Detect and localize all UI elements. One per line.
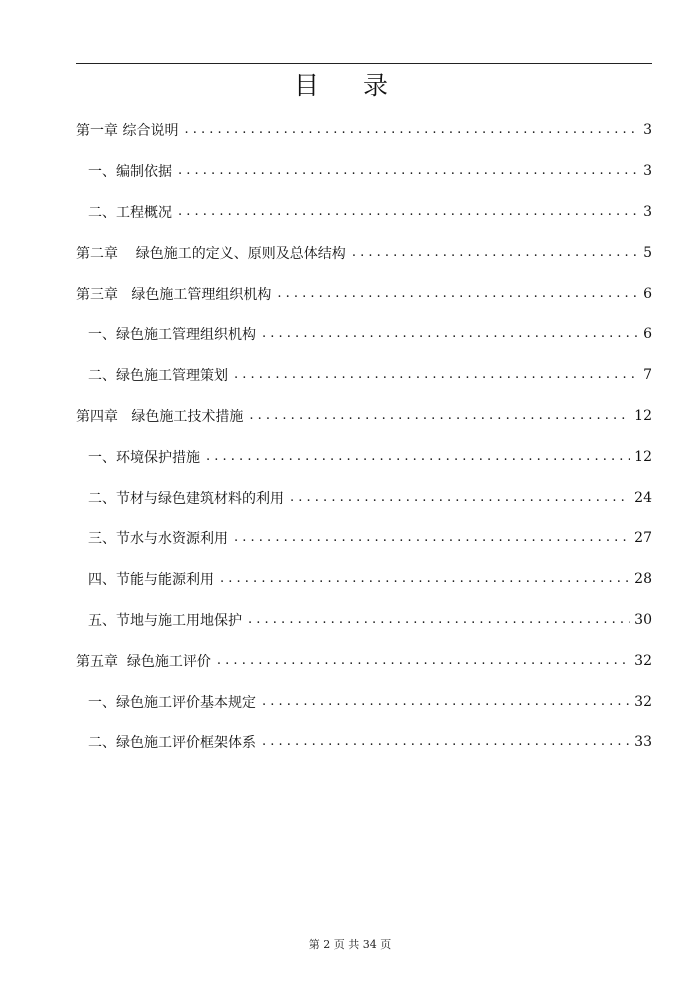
page-footer: 第 2 页 共 34 页 [308,938,392,951]
toc-dot-leader [178,162,638,180]
toc-entry-page: 6 [643,285,652,302]
toc-entry-label: 第一章 综合说明 [76,123,179,140]
toc-entry [76,151,652,192]
toc-entry-label: 第四章 绿色施工技术措施 [76,408,244,425]
toc-entry [76,518,652,559]
toc-dot-leader [234,529,630,547]
page-title: 目 录 [294,71,406,100]
toc-entry [76,273,652,314]
toc-entry-page: 5 [643,244,652,261]
toc-dot-leader [352,244,638,262]
toc-entry-label: 二、工程概况 [88,204,172,221]
toc-dot-leader [249,407,630,425]
toc-entry-label: 五、节地与施工用地保护 [88,612,242,629]
toc-entry-label: 一、环境保护措施 [88,449,200,466]
toc-entry-page: 33 [634,734,652,751]
toc-entry [76,559,652,600]
toc-entry-page: 3 [643,163,652,180]
toc-entry-page: 7 [643,367,652,384]
toc-dot-leader [206,448,630,466]
toc-entry-label: 一、绿色施工评价基本规定 [88,694,256,711]
header-rule [76,63,652,64]
toc-dot-leader [262,325,638,343]
toc-dot-leader [217,652,630,670]
toc-entry-page: 12 [634,448,652,465]
toc-entry-page: 32 [634,652,652,669]
toc-entry-label: 二、绿色施工评价框架体系 [88,735,256,752]
toc-entry-label: 第五章 绿色施工评价 [76,653,211,670]
toc-dot-leader [277,285,638,303]
toc-entry [76,396,652,437]
toc-dot-leader [262,693,630,711]
toc-entry [76,232,652,273]
toc-entry-page: 6 [643,326,652,343]
toc-entry [76,477,652,518]
toc-entry-page: 12 [634,407,652,424]
toc-entry-label: 四、节能与能源利用 [88,572,214,589]
toc-entry [76,110,652,151]
toc-dot-leader [262,733,630,751]
toc-entry-page: 3 [643,203,652,220]
toc-dot-leader [178,203,638,221]
toc-entry-label: 三、节水与水资源利用 [88,531,228,548]
toc-entry-page: 3 [643,122,652,139]
toc-entry [76,436,652,477]
toc-entry-page: 30 [634,611,652,628]
table-of-contents [76,110,652,763]
toc-dot-leader [248,611,630,629]
toc-entry-page: 24 [634,489,652,506]
toc-entry-label: 二、绿色施工管理策划 [88,368,228,385]
toc-entry [76,314,652,355]
toc-entry [76,722,652,763]
toc-entry-label: 二、节材与绿色建筑材料的利用 [88,490,284,507]
toc-dot-leader [184,121,638,139]
toc-dot-leader [234,366,638,384]
toc-entry-page: 27 [634,530,652,547]
toc-entry-label: 第二章 绿色施工的定义、原则及总体结构 [76,245,346,262]
toc-dot-leader [290,489,630,507]
toc-entry-label: 第三章 绿色施工管理组织机构 [76,286,272,303]
toc-entry [76,640,652,681]
toc-entry-page: 32 [634,693,652,710]
toc-entry-label: 一、编制依据 [88,164,172,181]
toc-dot-leader [220,570,630,588]
toc-entry [76,681,652,722]
toc-entry [76,192,652,233]
toc-entry [76,600,652,641]
toc-entry-label: 一、绿色施工管理组织机构 [88,327,256,344]
toc-entry [76,355,652,396]
toc-entry-page: 28 [634,571,652,588]
